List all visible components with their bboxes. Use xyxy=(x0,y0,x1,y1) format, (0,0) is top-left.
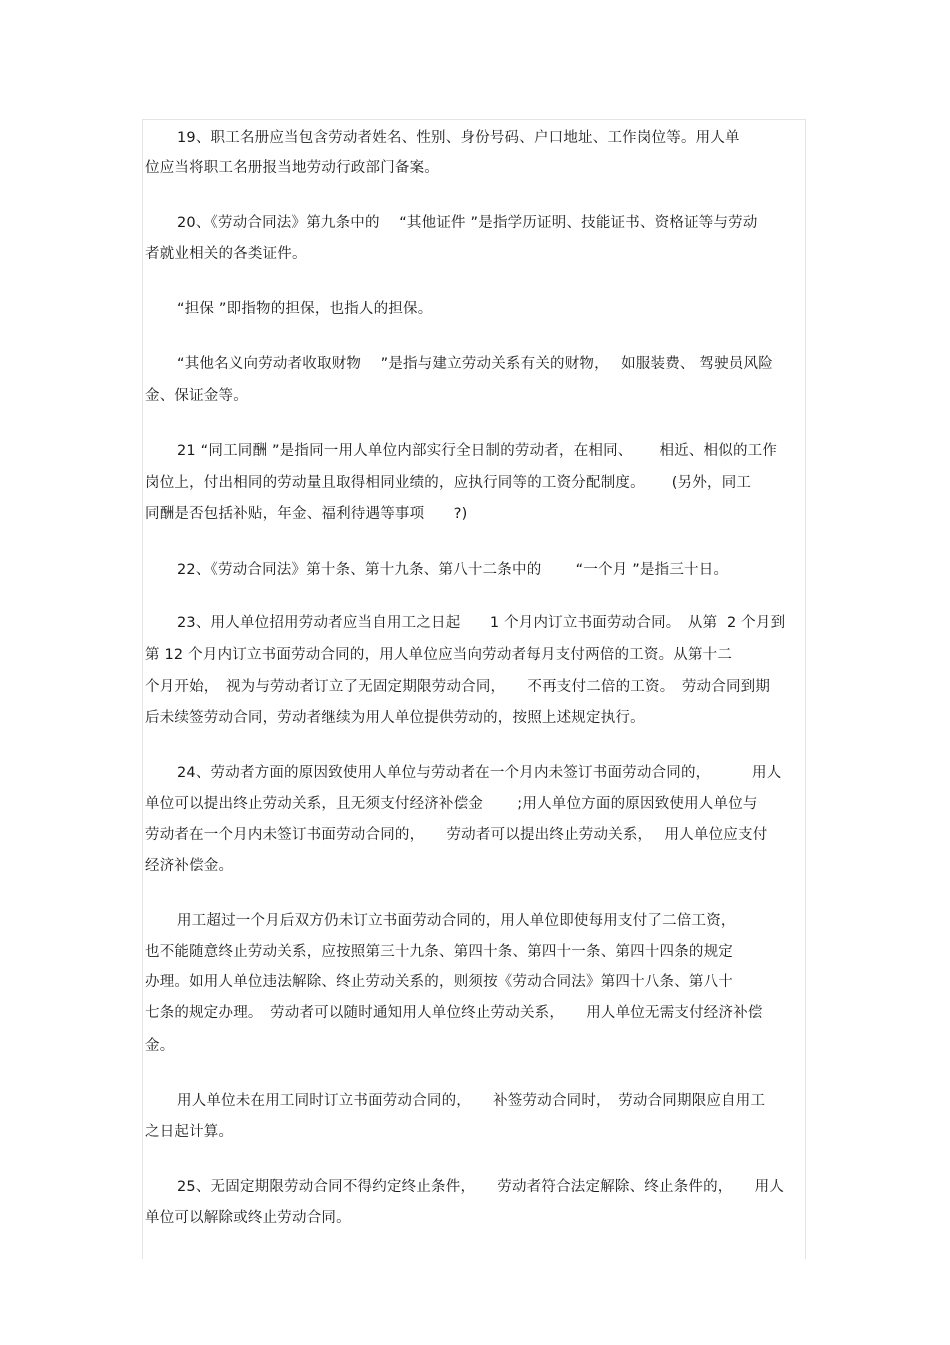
para-21-line-2: 岗位上，付出相同的劳动量且取得相同业绩的，应执行同等的工资分配制度。 (另外，同工 xyxy=(145,475,752,491)
para-24-line-4: 经济补偿金。 xyxy=(145,858,234,874)
para-23-line-4: 后未续签劳动合同，劳动者继续为用人单位提供劳动的，按照上述规定执行。 xyxy=(145,710,645,726)
para-overdue-line-4: 七条的规定办理。 劳动者可以随时通知用人单位终止劳动关系， 用人单位无需支付经济补偿 xyxy=(145,1005,763,1021)
para-guarantee-line-1: “担保 ”即指物的担保，也指人的担保。 xyxy=(177,301,433,317)
para-other-name-line-2: 金、保证金等。 xyxy=(145,388,248,404)
para-overdue-line-3: 办理。如用人单位违法解除、终止劳动关系的，则须按《劳动合同法》第四十八条、第八十 xyxy=(145,974,733,990)
para-19-line-2: 位应当将职工名册报当地劳动行政部门备案。 xyxy=(145,160,439,176)
para-21-line-1: 21 “同工同酬 ”是指同一用人单位内部实行全日制的劳动者，在相同、 相近、相似的工作 xyxy=(177,443,778,459)
para-25-line-1: 25、无固定期限劳动合同不得约定终止条件， 劳动者符合法定解除、终止条件的， 用人 xyxy=(177,1179,785,1195)
para-25-line-2: 单位可以解除或终止劳动合同。 xyxy=(145,1210,351,1226)
para-19-line-1: 19、职工名册应当包含劳动者姓名、性别、身份号码、户口地址、工作岗位等。用人单 xyxy=(177,130,740,146)
para-21-line-3: 同酬是否包括补贴，年金、福利待遇等事项 ?) xyxy=(145,506,468,522)
para-24-line-3: 劳动者在一个月内未签订书面劳动合同的， 劳动者可以提出终止劳动关系， 用人单位应支付 xyxy=(145,827,768,843)
para-overdue-line-2: 也不能随意终止劳动关系，应按照第三十九条、第四十条、第四十一条、第四十四条的规定 xyxy=(145,944,733,960)
para-resign-line-1: 用人单位未在用工同时订立书面劳动合同的， 补签劳动合同时， 劳动合同期限应自用工 xyxy=(177,1093,766,1109)
para-20-line-1: 20、《劳动合同法》第九条中的 “其他证件 ”是指学历证明、技能证书、资格证等与劳动 xyxy=(177,215,758,231)
para-overdue-line-1: 用工超过一个月后双方仍未订立书面劳动合同的，用人单位即使每用支付了二倍工资， xyxy=(177,913,736,929)
para-20-line-2: 者就业相关的各类证件。 xyxy=(145,246,307,262)
para-24-line-1: 24、劳动者方面的原因致使用人单位与劳动者在一个月内未签订书面劳动合同的， 用人 xyxy=(177,765,782,781)
para-23-line-2: 第 12 个月内订立书面劳动合同的，用人单位应当向劳动者每月支付两倍的工资。从第十二 xyxy=(145,647,733,663)
para-overdue-line-5: 金。 xyxy=(145,1038,175,1054)
para-23-line-3: 个月开始， 视为与劳动者订立了无固定期限劳动合同， 不再支付二倍的工资。 劳动合同到期 xyxy=(145,679,771,695)
para-24-line-2: 单位可以提出终止劳动关系，且无须支付经济补偿金 ;用人单位方面的原因致使用人单位与 xyxy=(145,796,758,812)
para-22-line-1: 22、《劳动合同法》第十条、第十九条、第八十二条中的 “一个月 ”是指三十日。 xyxy=(177,562,729,578)
para-other-name-line-1: “其他名义向劳动者收取财物 ”是指与建立劳动关系有关的财物， 如服装费、 驾驶员风险 xyxy=(177,356,773,372)
para-23-line-1: 23、用人单位招用劳动者应当自用工之日起 1 个月内订立书面劳动合同。 从第 2 个月到 xyxy=(177,615,786,631)
para-resign-line-2: 之日起计算。 xyxy=(145,1124,234,1140)
